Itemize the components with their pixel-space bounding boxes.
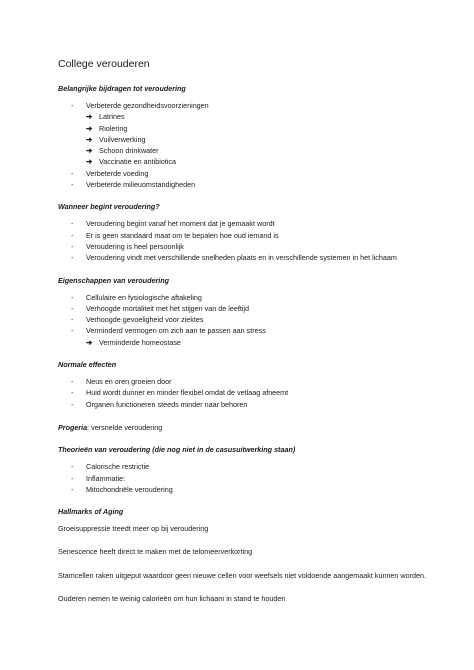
sub-list-item bbox=[86, 145, 434, 156]
sub-list-item bbox=[86, 111, 434, 122]
sub-item-text: Schoon drinkwater bbox=[99, 146, 159, 156]
paragraph: Groeisuppressie treedt meer op bij veroudering bbox=[58, 524, 209, 534]
sub-list bbox=[86, 111, 434, 167]
list-item: - Veroudering begint vanaf het moment dat je gemaakt wordt bbox=[58, 218, 434, 229]
sub-item-text: Riolering bbox=[99, 123, 128, 133]
list-item: - Verhoogde gevoeligheid voor ziektes bbox=[58, 314, 434, 325]
normaal-list bbox=[58, 376, 434, 410]
sub-list-item bbox=[86, 134, 434, 145]
eigenschappen-list bbox=[58, 292, 434, 348]
list-item: - Veroudering vindt met verschillende snelheden plaats en in verschillende systemen in het lichaam bbox=[58, 252, 434, 263]
list-item: - Organen functioneren steeds minder naar behoren bbox=[58, 399, 434, 410]
section-heading-theorieen: Theorieën van veroudering (die nog niet in de casusuitwerking staan) bbox=[58, 445, 296, 455]
section-heading-normaal: Normale effecten bbox=[58, 360, 117, 370]
list-item: - Verbeterde milieuomstandigheden bbox=[58, 179, 434, 190]
sub-item-text: Latrines bbox=[99, 112, 125, 122]
arrow-right-icon: ➔ bbox=[86, 134, 93, 144]
page-title: College verouderen bbox=[58, 58, 150, 70]
bijdragen-list bbox=[58, 100, 434, 190]
sub-list-item bbox=[86, 123, 434, 134]
section-heading-bijdragen: Belangrijke bijdragen tot veroudering bbox=[58, 84, 186, 93]
section-heading-hallmarks: Hallmarks of Aging bbox=[58, 507, 124, 517]
sub-list bbox=[86, 337, 434, 348]
wanneer-list bbox=[58, 218, 434, 263]
paragraph: Senescence heeft direct te maken met de telomeerverkorting bbox=[58, 547, 253, 557]
list-item: - Mitochondriële veroudering bbox=[58, 484, 434, 495]
sub-item-text: Verminderde homeostase bbox=[99, 337, 181, 347]
progeria-text: : versnelde veroudering bbox=[87, 422, 163, 432]
sub-list-item bbox=[86, 337, 434, 348]
progeria-line bbox=[58, 422, 434, 433]
arrow-right-icon: ➔ bbox=[86, 337, 93, 347]
list-item: - Verbeterde voeding bbox=[58, 168, 434, 179]
list-item: - Er is geen standaard maat om te bepalen hoe oud iemand is bbox=[58, 230, 434, 241]
list-item bbox=[58, 325, 434, 348]
sub-list-item bbox=[86, 156, 434, 167]
list-item: - Huid wordt dunner en minder flexibel omdat de vetlaag afneemt bbox=[58, 387, 434, 398]
arrow-right-icon: ➔ bbox=[86, 123, 93, 133]
arrow-right-icon: ➔ bbox=[86, 112, 93, 122]
list-item: - Veroudering is heel persoonlijk bbox=[58, 241, 434, 252]
paragraph: Ouderen nemen te weinig calorieën om hun lichaam in stand te houden bbox=[58, 594, 286, 604]
paragraph: Stamcellen raken uitgeput waardoor geen nieuwe cellen voor weefsels niet voldoende aangemaakt kunnen worden. bbox=[58, 570, 426, 580]
list-item-text: Verminderd vermogen om zich aan te passen aan stress bbox=[86, 326, 266, 336]
sub-item-text: Vaccinatie en antibiotica bbox=[99, 157, 176, 167]
list-item: - Inflammatie: bbox=[58, 473, 434, 484]
section-heading-wanneer: Wanneer begint veroudering? bbox=[58, 202, 160, 212]
list-item: - Verhoogde mortaliteit met het stijgen van de leeftijd bbox=[58, 303, 434, 314]
arrow-right-icon: ➔ bbox=[86, 146, 93, 156]
arrow-right-icon: ➔ bbox=[86, 157, 93, 167]
progeria-term: Progeria bbox=[58, 422, 88, 432]
theorieen-list bbox=[58, 461, 434, 495]
sub-item-text: Vuilverwerking bbox=[99, 134, 146, 144]
list-item bbox=[58, 100, 434, 168]
list-item: - Calorische restrictie bbox=[58, 461, 434, 472]
list-item: - Cellulaire en fysiologische aftakeling bbox=[58, 292, 434, 303]
list-item: - Neus en oren groeien door bbox=[58, 376, 434, 387]
section-heading-eigenschappen: Eigenschappen van veroudering bbox=[58, 275, 170, 285]
list-item-text: Verbeterde gezondheidsvoorzieningen bbox=[86, 101, 209, 110]
